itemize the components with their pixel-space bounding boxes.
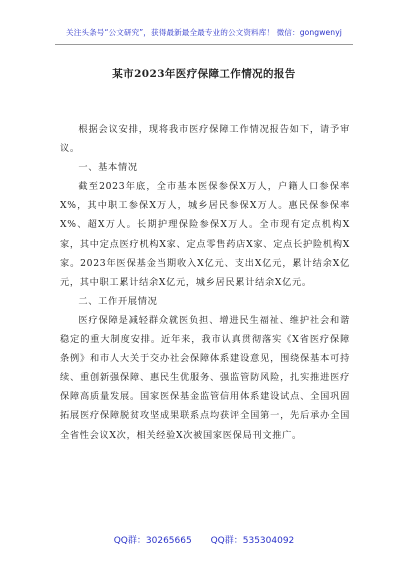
section-heading-basic: 一、基本情况 xyxy=(78,162,138,174)
document-title: 某市2023年医疗保障工作情况的报告 xyxy=(112,68,296,80)
header-note: 关注头条号“公文研究”，获得最新最全最专业的公文资料库！ 微信：gongwenyj xyxy=(66,28,342,37)
work-paragraph: 医疗保障是减轻群众就医负担、增进民生福祉、维护社会和谐稳定的重大制度安排。近年来，我市认真贯彻落实《X省医疗保障条例》和市人大关于交办社会保障体系建设意见，围绕保基本可持续、重创新强保障、惠民生优服务、强监管防风险，扎实推进医疗保障高质量发展。国家医保基金监管信用体系建设试点、全国巩固拓展医疗保障脱贫攻坚成果联系点均获评全国第一，先后承办全国全省性会议X次，相关经验X次被国家医保局刊文推广。 xyxy=(60,314,350,441)
basic-situation-paragraph: 截至2023年底，全市基本医保参保X万人，户籍人口参保率X%，其中职工参保X万人，城乡居民参保X万人。惠民保参保率X%、超X万人。长期护理保险参保X万人。全市现有定点机构X家，其中定点医疗机构X家、定点零售药店X家、定点长护险机构X家。2023年医保基金当期收入X亿元、支出X亿元，累计结余X亿元，其中职工累计结余X亿元，城乡居民累计结余X亿元。 xyxy=(60,181,350,288)
section-heading-work: 二、工作开展情况 xyxy=(78,295,158,307)
qq-group-1: QQ群：30265665 xyxy=(113,536,192,546)
footer-contacts xyxy=(0,533,408,546)
document-body xyxy=(60,120,350,445)
intro-paragraph: 根据会议安排，现将我市医疗保障工作情况报告如下，请予审议。 xyxy=(60,124,350,155)
qq-group-2: QQ群：535304092 xyxy=(210,536,295,546)
header-divider xyxy=(55,44,353,45)
